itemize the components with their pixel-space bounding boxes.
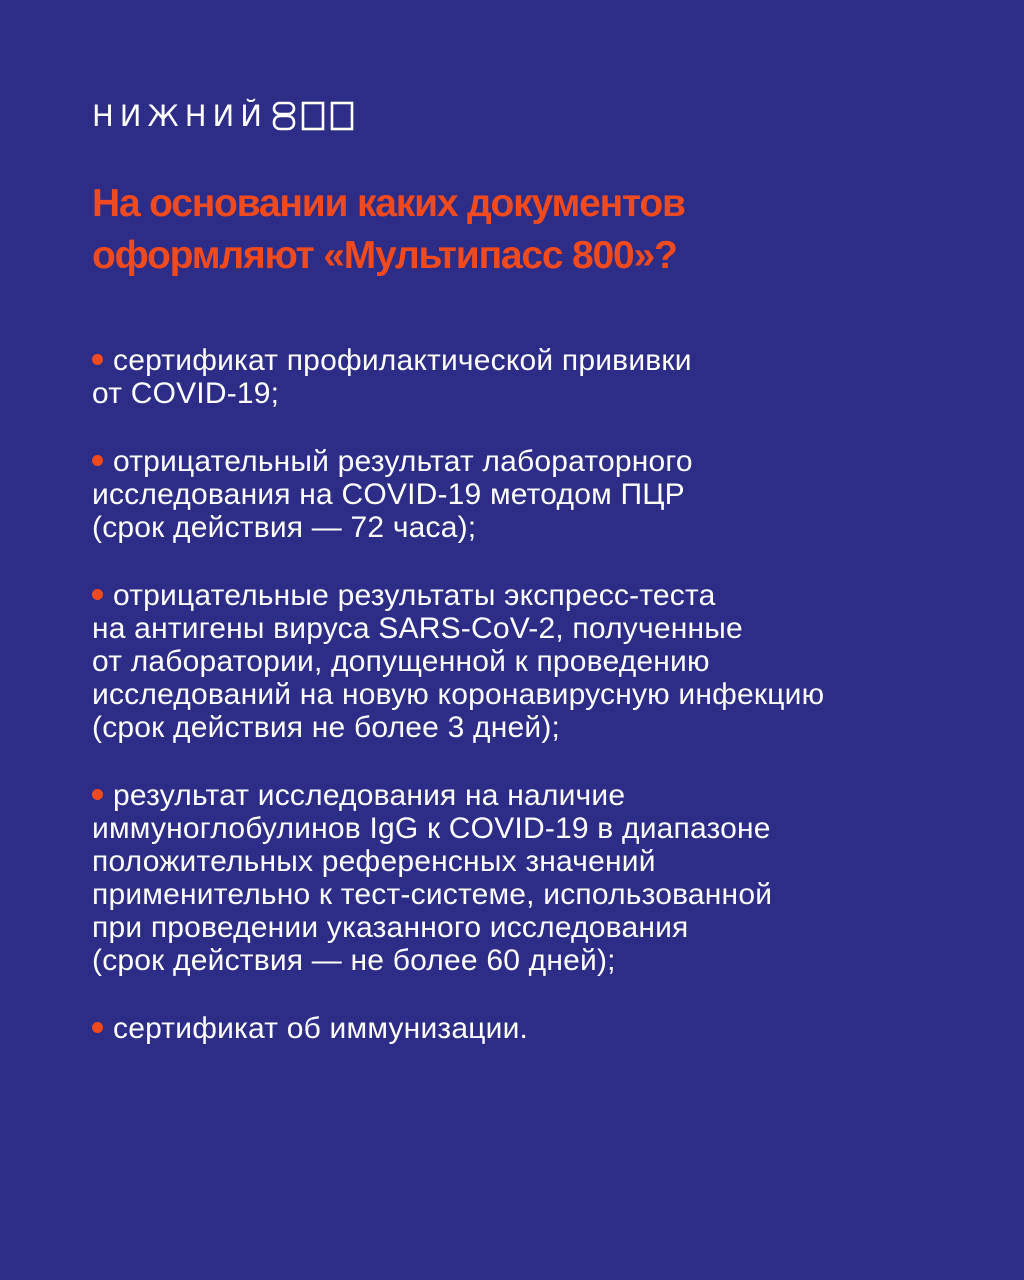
list-item <box>92 579 992 744</box>
list-item-line: иммуноглобулинов IgG к COVID-19 в диапазоне <box>92 812 771 845</box>
list-item-line <box>92 779 992 812</box>
logo-number-800 <box>272 101 354 131</box>
list-item-line: (срок действия не более 3 дней); <box>92 711 561 744</box>
list-item-line: применительно к тест-системе, использованной <box>92 878 773 911</box>
logo-wordmark: НИЖНИЙ <box>92 99 268 133</box>
list-item-line: (срок действия — 72 часа); <box>92 511 477 544</box>
list-item-line <box>92 579 992 612</box>
list-item-text: результат исследования на наличие <box>113 779 626 812</box>
list-item <box>92 445 992 544</box>
bullet-dot-icon <box>92 589 103 600</box>
list-item-line <box>92 344 992 377</box>
list-item <box>92 779 992 977</box>
list-item-text: отрицательный результат лабораторного <box>113 445 693 478</box>
list-item-text: отрицательные результаты экспресс-теста <box>113 579 716 612</box>
document-list <box>92 344 992 1080</box>
bullet-dot-icon <box>92 789 103 800</box>
list-item-line: от COVID-19; <box>92 377 280 410</box>
list-item-text: сертификат об иммунизации. <box>113 1012 529 1045</box>
list-item-line: при проведении указанного исследования <box>92 911 689 944</box>
page-title-line: На основании каких документов <box>92 182 685 225</box>
brand-logo <box>92 98 354 134</box>
bullet-dot-icon <box>92 354 103 365</box>
bullet-dot-icon <box>92 1022 103 1033</box>
list-item-line: положительных референсных значений <box>92 845 656 878</box>
list-item-text: сертификат профилактической прививки <box>113 344 692 377</box>
page-title-line: оформляют «Мультипасс 800»? <box>92 234 677 277</box>
list-item-line: на антигены вируса SARS-CoV-2, полученные <box>92 612 743 645</box>
bullet-dot-icon <box>92 455 103 466</box>
list-item <box>92 1012 992 1045</box>
list-item-line: исследования на COVID-19 методом ПЦР <box>92 478 685 511</box>
list-item <box>92 344 992 410</box>
page-title <box>92 178 972 282</box>
list-item-line <box>92 445 992 478</box>
list-item-line <box>92 1012 992 1045</box>
list-item-line: (срок действия — не более 60 дней); <box>92 944 616 977</box>
list-item-line: от лаборатории, допущенной к проведению <box>92 645 710 678</box>
list-item-line: исследований на новую коронавирусную инфекцию <box>92 678 825 711</box>
